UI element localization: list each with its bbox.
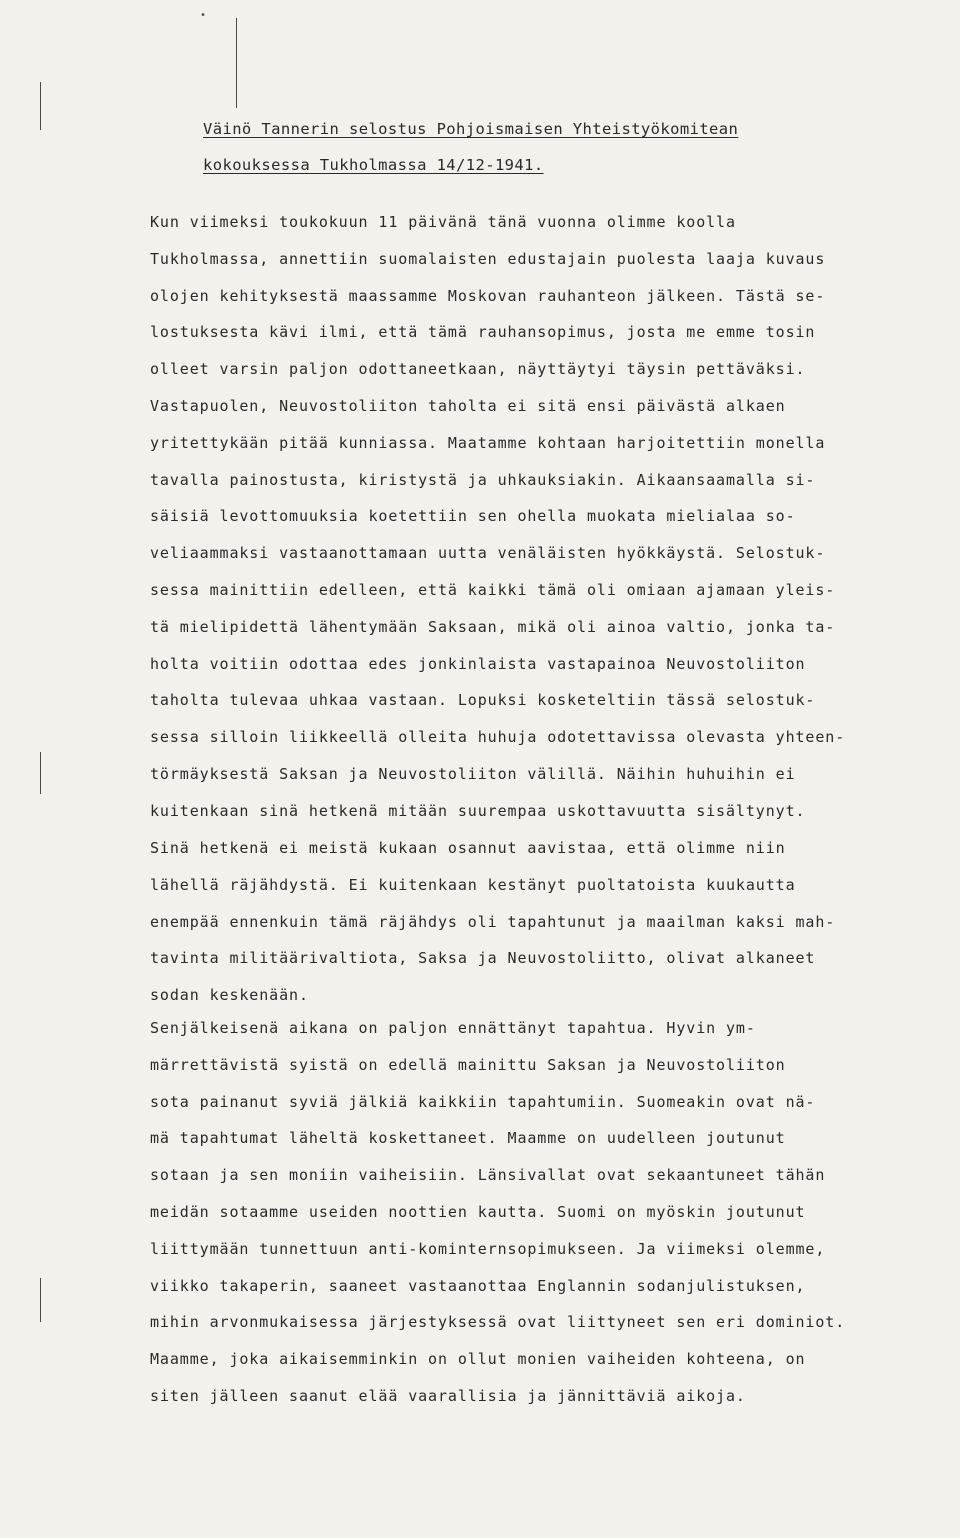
scan-speck: • xyxy=(200,10,207,21)
document-title-line-1: Väinö Tannerin selostus Pohjoismaisen Yhteistyökomitean xyxy=(203,120,739,138)
paragraph-3: Senjälkeisenä aikana on paljon ennättänyt tapahtua. Hyvin ym- märrettävistä syistä on edellä mainittu Saksan ja Neuvostoliiton sota painanut syviä jälkiä kaikkiin tapahtumiin. Suomeakin ovat nä- mä tapahtumat läheltä koskettaneet. Maamme on uudelleen joutunut sotaan ja sen moniin vaiheisiin. Länsivallat ovat sekaantuneet tähän meidän sotaamme useiden noottien kautta. Suomi on myöskin joutunut liittymään tunnettuun anti-kominternsopimukseen. Ja viimeksi olemme, viikko takaperin, saaneet vastaanottaa Englannin sodanjulistuksen, mihin arvonmukaisessa järjestyksessä ovat liittyneet sen eri dominiot. Maamme, joka aikaisemminkin on ollut monien vaiheiden kohteena, on siten jälleen saanut elää vaarallisia ja jännittäviä aikoja. xyxy=(150,1019,846,1405)
paragraph-2: Sinä hetkenä ei meistä kukaan osannut aavistaa, että olimme niin lähellä räjähdystä. Ei kuitenkaan kestänyt puoltatoista kuukautta enempää ennenkuin tämä räjähdys oli tapahtunut ja maailman kaksi mah- tavinta militäärivaltiota, Saksa ja Neuvostoliitto, olivat alkaneet sodan keskenään. xyxy=(150,839,836,1005)
document-title-line-2: kokouksessa Tukholmassa 14/12-1941. xyxy=(203,156,544,174)
scan-margin-mark xyxy=(40,752,41,794)
scan-margin-mark xyxy=(236,18,237,108)
paragraph-1: Kun viimeksi toukokuun 11 päivänä tänä vuonna olimme koolla Tukholmassa, annettiin suomalaisten edustajain puolesta laaja kuvaus olojen kehityksestä maassamme Moskovan rauhanteon jälkeen. Tästä se- lostuksesta kävi ilmi, että tämä rauhansopimus, josta me emme tosin olleet varsin paljon odottaneetkaan, näyttäytyi täysin pettäväksi. Vastapuolen, Neuvostoliiton taholta ei sitä ensi päivästä alkaen yritettykään pitää kunniassa. Maatamme kohtaan harjoitettiin monella tavalla painostusta, kiristystä ja uhkauksiakin. Aikaansaamalla si- säisiä levottomuuksia koetettiin sen ohella muokata mielialaa so- veliaammaksi vastaanottamaan uutta venäläisten hyökkäystä. Selostuk- sessa mainittiin edelleen, että kaikki tämä oli omiaan ajamaan yleis- tä mielipidettä lähentymään Saksaan, mikä oli ainoa valtio, jonka ta- holta voitiin odottaa edes jonkinlaista vastapainoa Neuvostoliiton taholta tulevaa uhkaa vastaan. Lopuksi kosketeltiin tässä selostuk- sessa silloin liikkeellä olleita huhuja odotettavissa olevasta yhteen- törmäyksestä Saksan ja Neuvostoliiton välillä. Näihin huhuihin ei kuitenkaan sinä hetkenä mitään suurempaa uskottavuutta sisältynyt. xyxy=(150,213,846,820)
scan-margin-mark xyxy=(40,82,41,130)
scan-margin-mark xyxy=(40,1278,41,1322)
